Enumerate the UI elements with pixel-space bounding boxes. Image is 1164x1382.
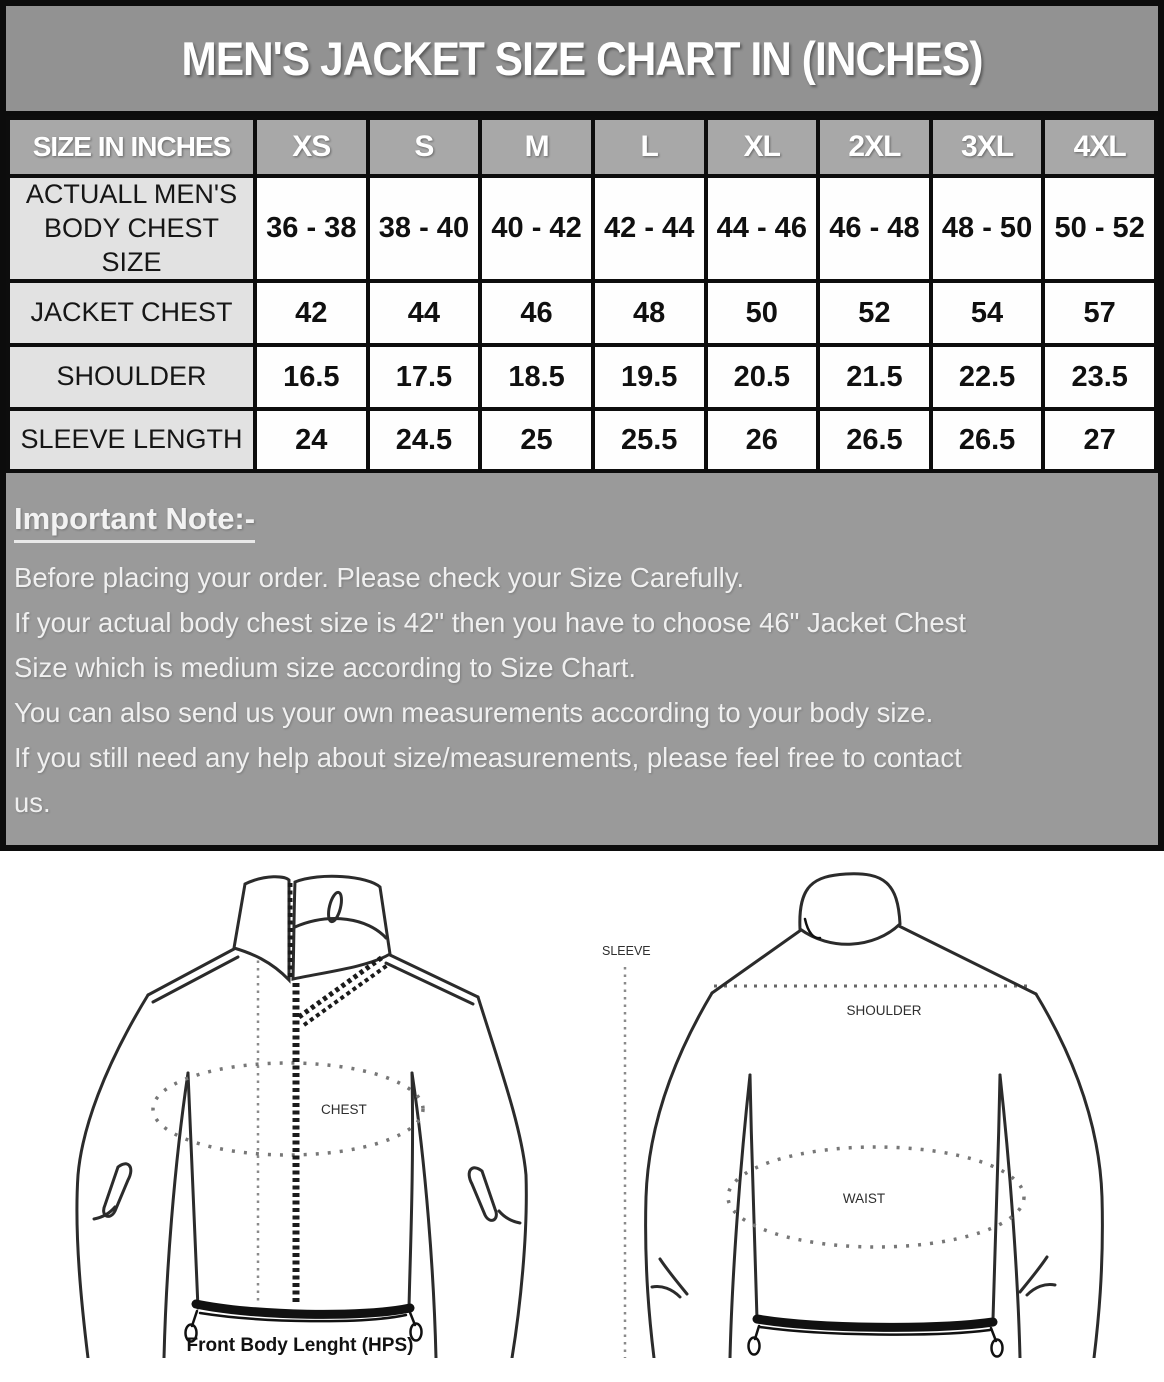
size-value: 26 [706, 409, 819, 471]
front-hem-band [196, 1304, 410, 1314]
note-line: If your actual body chest size is 42" then you have to choose 46" Jacket Chest [14, 607, 967, 639]
back-right-sleeve-outer [1036, 994, 1102, 1358]
back-collar [800, 874, 900, 944]
size-value: 50 [706, 281, 819, 345]
size-value: 27 [1043, 409, 1156, 471]
row-label: SHOULDER [8, 345, 255, 409]
note-line: If you still need any help about size/measurements, please feel free to contact [14, 742, 962, 774]
front-length-label: Front Body Lenght (HPS) [186, 1335, 414, 1357]
size-value: 25.5 [593, 409, 706, 471]
size-column-header: M [480, 118, 593, 176]
jacket-diagrams [0, 851, 1164, 1358]
size-value: 42 [255, 281, 368, 345]
table-row [8, 345, 1156, 409]
size-value: 26.5 [818, 409, 931, 471]
size-value: 16.5 [255, 345, 368, 409]
title-band [6, 6, 1158, 116]
front-right-shoulder-seam-2 [386, 963, 473, 1004]
back-jacket-drawing [592, 867, 1164, 1358]
waist-label: WAIST [842, 1191, 886, 1207]
size-value: 38 - 40 [368, 176, 481, 281]
row-label: SLEEVE LENGTH [8, 409, 255, 471]
note-lines [14, 555, 1150, 825]
size-value: 40 - 42 [480, 176, 593, 281]
size-column-header: L [593, 118, 706, 176]
front-collar-left [234, 877, 289, 980]
note-panel [0, 473, 1164, 851]
front-right-sleeve-inner [412, 1073, 436, 1358]
front-left-cuff-vent [104, 1164, 131, 1217]
size-column-header: XS [255, 118, 368, 176]
table-corner-header: SIZE IN INCHES [8, 118, 255, 176]
size-value: 44 - 46 [706, 176, 819, 281]
front-right-cuff-line [499, 1211, 520, 1223]
front-right-shoulder-seam [390, 955, 478, 997]
size-value: 57 [1043, 281, 1156, 345]
size-value: 24.5 [368, 409, 481, 471]
front-body-left-edge [188, 1073, 198, 1308]
size-value: 23.5 [1043, 345, 1156, 409]
size-value: 17.5 [368, 345, 481, 409]
front-body-right-edge [409, 1073, 413, 1308]
front-left-sleeve-outer [77, 995, 148, 1358]
front-left-shoulder-seam [148, 949, 234, 995]
size-value: 18.5 [480, 345, 593, 409]
size-value: 21.5 [818, 345, 931, 409]
size-column-header: XL [706, 118, 819, 176]
back-right-toggle-icon [992, 1340, 1003, 1357]
size-value: 42 - 44 [593, 176, 706, 281]
sleeve-label: SLEEVE [602, 944, 651, 959]
size-value: 22.5 [931, 345, 1044, 409]
size-value: 52 [818, 281, 931, 345]
back-right-shoulder-edge [899, 926, 1036, 994]
note-line: us. [14, 787, 51, 819]
note-line: Size which is medium size according to Size Chart. [14, 652, 637, 684]
note-heading: Important Note:- [14, 501, 255, 543]
back-left-cuff-line [652, 1287, 680, 1298]
table-header-row [8, 118, 1156, 176]
back-body-left-edge [750, 1075, 757, 1319]
front-jacket-drawing [38, 867, 558, 1358]
size-value: 24 [255, 409, 368, 471]
note-line: You can also send us your own measurements according to your body size. [14, 697, 934, 729]
size-value: 46 [480, 281, 593, 345]
size-value: 50 - 52 [1043, 176, 1156, 281]
table-row [8, 409, 1156, 471]
row-label: ACTUALL MEN'S BODY CHEST SIZE [8, 176, 255, 281]
size-chart-panel [0, 0, 1164, 473]
chest-label: CHEST [321, 1102, 367, 1118]
size-value: 26.5 [931, 409, 1044, 471]
back-left-toggle-icon [749, 1338, 760, 1355]
front-left-sleeve-inner [164, 1073, 188, 1358]
chest-measure-ellipse [153, 1063, 423, 1155]
back-hem-band [757, 1319, 993, 1327]
size-table-body [8, 118, 1156, 471]
back-left-sleeve-inner [730, 1075, 750, 1358]
shoulder-label: SHOULDER [846, 1003, 922, 1019]
size-value: 54 [931, 281, 1044, 345]
size-column-header: 4XL [1043, 118, 1156, 176]
page-title: MEN'S JACKET SIZE CHART IN (INCHES) [181, 32, 983, 85]
size-value: 36 - 38 [255, 176, 368, 281]
row-label: JACKET CHEST [8, 281, 255, 345]
size-value: 44 [368, 281, 481, 345]
size-value: 48 - 50 [931, 176, 1044, 281]
size-table [6, 116, 1158, 473]
back-right-cuff-line [1027, 1285, 1055, 1296]
size-column-header: S [368, 118, 481, 176]
table-row [8, 281, 1156, 345]
size-value: 19.5 [593, 345, 706, 409]
size-value: 20.5 [706, 345, 819, 409]
size-value: 48 [593, 281, 706, 345]
front-right-cuff-vent [469, 1168, 496, 1221]
table-row [8, 176, 1156, 281]
back-left-shoulder-edge [712, 930, 801, 993]
size-column-header: 3XL [931, 118, 1044, 176]
note-line: Before placing your order. Please check your Size Carefully. [14, 562, 745, 594]
front-left-shoulder-seam-2 [153, 957, 238, 1002]
back-left-sleeve-outer [646, 993, 712, 1358]
size-value: 46 - 48 [818, 176, 931, 281]
back-body-right-edge [993, 1075, 1000, 1319]
size-column-header: 2XL [818, 118, 931, 176]
size-value: 25 [480, 409, 593, 471]
